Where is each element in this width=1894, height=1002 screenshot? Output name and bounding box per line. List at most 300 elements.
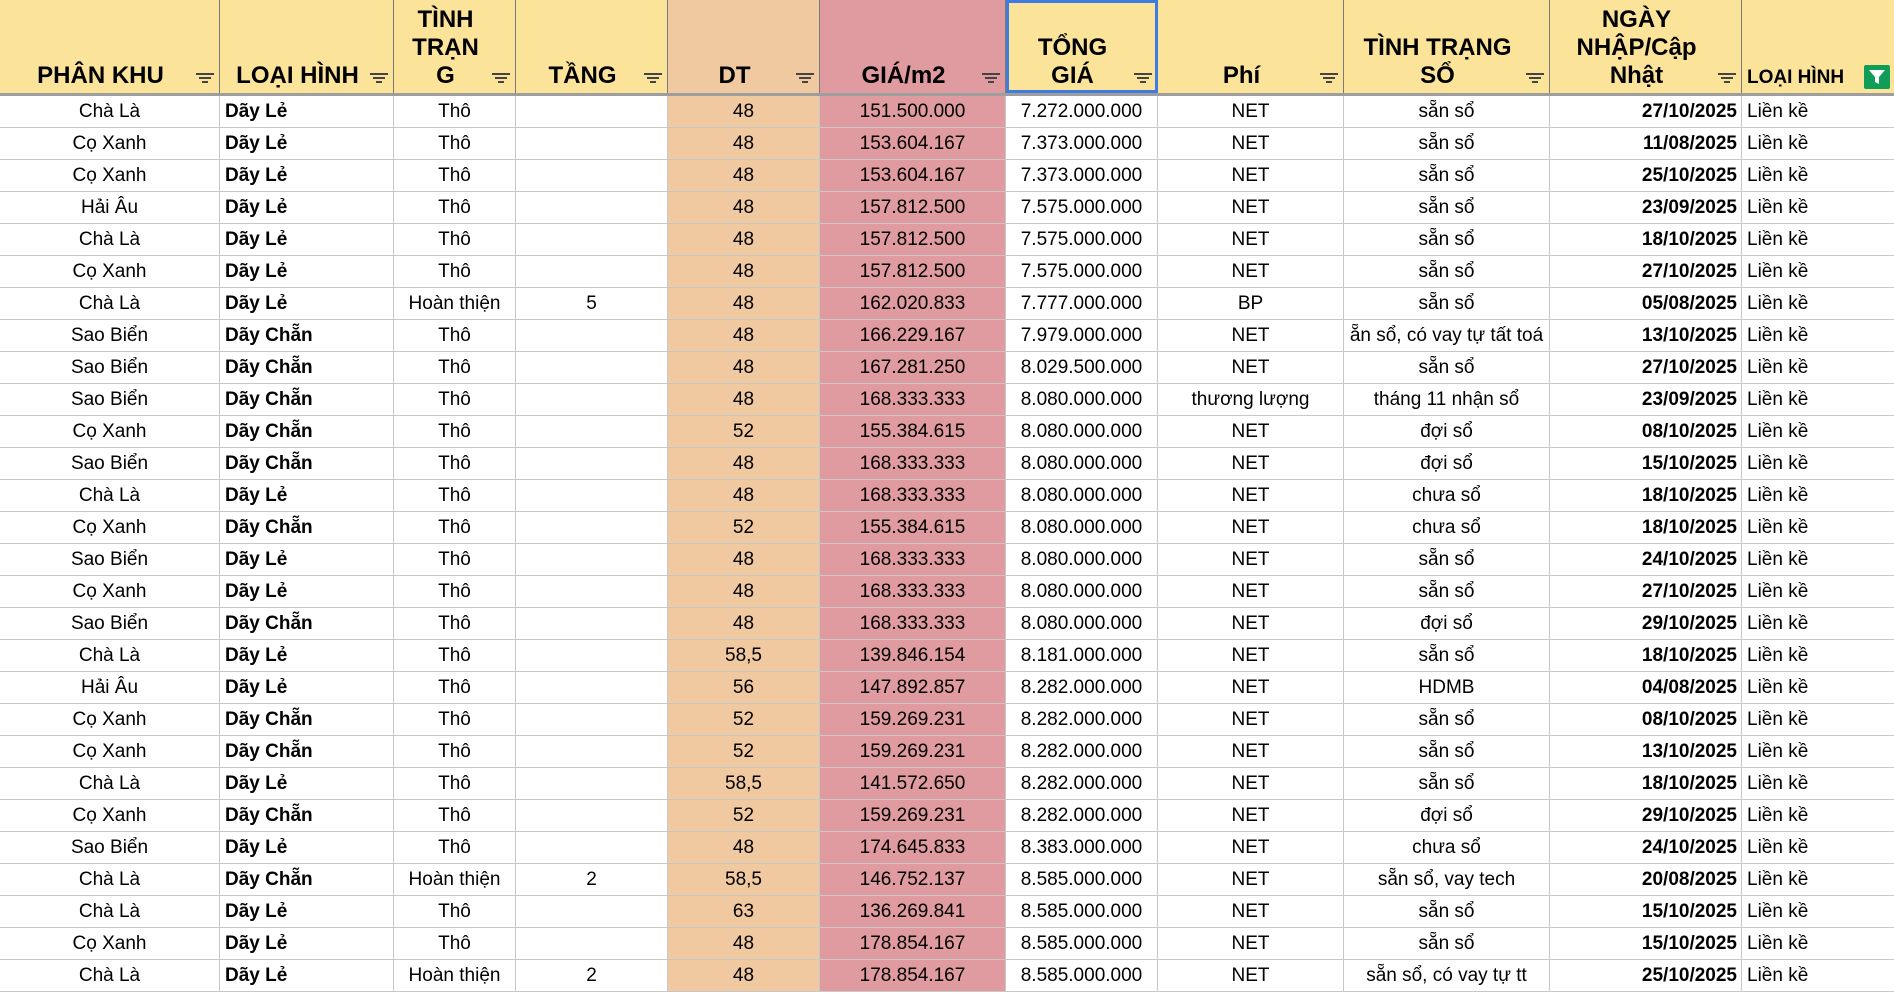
cell-col-dt[interactable]: 52 bbox=[668, 416, 820, 447]
cell-col-ngay-nhap[interactable]: 23/09/2025 bbox=[1550, 192, 1742, 223]
cell-col-ngay-nhap[interactable]: 18/10/2025 bbox=[1550, 512, 1742, 543]
cell-col-ngay-nhap[interactable]: 05/08/2025 bbox=[1550, 288, 1742, 319]
cell-col-tinh-trang-so[interactable]: đợi sổ bbox=[1344, 448, 1550, 479]
cell-col-loai-hinh[interactable]: Dãy Lẻ bbox=[220, 224, 394, 255]
cell-col-dt[interactable]: 48 bbox=[668, 224, 820, 255]
cell-col-tang[interactable] bbox=[516, 192, 668, 223]
cell-col-phi[interactable]: NET bbox=[1158, 96, 1344, 127]
header-col-phi[interactable] bbox=[1158, 0, 1344, 93]
cell-col-phan-khu[interactable]: Cọ Xanh bbox=[0, 736, 220, 767]
cell-col-gia-m2[interactable]: 159.269.231 bbox=[820, 800, 1006, 831]
cell-col-tang[interactable] bbox=[516, 416, 668, 447]
cell-col-dt[interactable]: 48 bbox=[668, 960, 820, 991]
cell-col-gia-m2[interactable]: 159.269.231 bbox=[820, 704, 1006, 735]
cell-col-tong-gia[interactable]: 8.282.000.000 bbox=[1006, 704, 1158, 735]
cell-col-tinh-trang-so[interactable]: sẵn sổ, có vay tự tt bbox=[1344, 960, 1550, 991]
cell-col-tong-gia[interactable]: 8.585.000.000 bbox=[1006, 928, 1158, 959]
cell-col-phan-khu[interactable]: Cọ Xanh bbox=[0, 800, 220, 831]
cell-col-tong-gia[interactable]: 8.080.000.000 bbox=[1006, 512, 1158, 543]
cell-col-gia-m2[interactable]: 168.333.333 bbox=[820, 608, 1006, 639]
cell-col-loai-hinh[interactable]: Dãy Chẵn bbox=[220, 800, 394, 831]
cell-col-gia-m2[interactable]: 168.333.333 bbox=[820, 384, 1006, 415]
cell-col-tang[interactable]: 2 bbox=[516, 864, 668, 895]
filter-icon[interactable] bbox=[795, 71, 815, 85]
cell-col-tinh-trang-so[interactable]: sẵn sổ bbox=[1344, 160, 1550, 191]
cell-col-tang[interactable] bbox=[516, 512, 668, 543]
cell-col-tong-gia[interactable]: 7.575.000.000 bbox=[1006, 224, 1158, 255]
cell-col-tang[interactable] bbox=[516, 320, 668, 351]
cell-col-loai-hinh[interactable]: Dãy Chẵn bbox=[220, 320, 394, 351]
cell-col-tinh-trang[interactable]: Thô bbox=[394, 256, 516, 287]
cell-col-tong-gia[interactable]: 8.080.000.000 bbox=[1006, 448, 1158, 479]
cell-col-phan-khu[interactable]: Sao Biển bbox=[0, 544, 220, 575]
cell-col-gia-m2[interactable]: 157.812.500 bbox=[820, 192, 1006, 223]
cell-col-loai-hinh-2[interactable]: Liền kề bbox=[1747, 581, 1809, 602]
cell-col-tinh-trang[interactable]: Thô bbox=[394, 480, 516, 511]
cell-col-tinh-trang[interactable]: Thô bbox=[394, 96, 516, 127]
cell-col-tang[interactable] bbox=[516, 608, 668, 639]
cell-col-loai-hinh[interactable]: Dãy Lẻ bbox=[220, 672, 394, 703]
cell-col-dt[interactable]: 48 bbox=[668, 256, 820, 287]
cell-col-tinh-trang-so[interactable]: sẵn sổ bbox=[1344, 768, 1550, 799]
cell-col-tong-gia[interactable]: 8.080.000.000 bbox=[1006, 608, 1158, 639]
cell-col-tang[interactable] bbox=[516, 736, 668, 767]
cell-col-phi[interactable]: NET bbox=[1158, 832, 1344, 863]
cell-col-dt[interactable]: 48 bbox=[668, 544, 820, 575]
cell-col-loai-hinh[interactable]: Dãy Lẻ bbox=[220, 832, 394, 863]
cell-col-phan-khu[interactable]: Chà Là bbox=[0, 768, 220, 799]
cell-col-tong-gia[interactable]: 7.979.000.000 bbox=[1006, 320, 1158, 351]
cell-col-phan-khu[interactable]: Sao Biển bbox=[0, 448, 220, 479]
cell-col-phi[interactable]: NET bbox=[1158, 928, 1344, 959]
header-col-gia-m2[interactable] bbox=[820, 0, 1006, 93]
cell-col-dt[interactable]: 48 bbox=[668, 480, 820, 511]
cell-col-dt[interactable]: 48 bbox=[668, 576, 820, 607]
cell-col-ngay-nhap[interactable]: 15/10/2025 bbox=[1550, 448, 1742, 479]
cell-col-tinh-trang[interactable]: Thô bbox=[394, 704, 516, 735]
cell-col-ngay-nhap[interactable]: 13/10/2025 bbox=[1550, 736, 1742, 767]
cell-col-phan-khu[interactable]: Chà Là bbox=[0, 224, 220, 255]
cell-col-loai-hinh-2[interactable]: Liền kề bbox=[1747, 229, 1809, 250]
cell-col-phan-khu[interactable]: Sao Biển bbox=[0, 384, 220, 415]
cell-col-loai-hinh[interactable]: Dãy Chẵn bbox=[220, 704, 394, 735]
cell-col-ngay-nhap[interactable]: 11/08/2025 bbox=[1550, 128, 1742, 159]
cell-col-phan-khu[interactable]: Sao Biển bbox=[0, 320, 220, 351]
cell-col-tinh-trang[interactable]: Hoàn thiện bbox=[394, 288, 516, 319]
cell-col-phi[interactable]: NET bbox=[1158, 864, 1344, 895]
cell-col-tong-gia[interactable]: 8.029.500.000 bbox=[1006, 352, 1158, 383]
cell-col-phan-khu[interactable]: Cọ Xanh bbox=[0, 256, 220, 287]
cell-col-phan-khu[interactable]: Sao Biển bbox=[0, 352, 220, 383]
cell-col-gia-m2[interactable]: 162.020.833 bbox=[820, 288, 1006, 319]
cell-col-ngay-nhap[interactable]: 18/10/2025 bbox=[1550, 480, 1742, 511]
cell-col-gia-m2[interactable]: 151.500.000 bbox=[820, 96, 1006, 127]
cell-col-tinh-trang[interactable]: Thô bbox=[394, 736, 516, 767]
cell-col-gia-m2[interactable]: 141.572.650 bbox=[820, 768, 1006, 799]
cell-col-loai-hinh[interactable]: Dãy Lẻ bbox=[220, 160, 394, 191]
cell-col-dt[interactable]: 48 bbox=[668, 928, 820, 959]
cell-col-tinh-trang-so[interactable]: sẵn sổ bbox=[1344, 896, 1550, 927]
cell-col-tong-gia[interactable]: 7.777.000.000 bbox=[1006, 288, 1158, 319]
cell-col-loai-hinh-2[interactable]: Liền kề bbox=[1747, 613, 1809, 634]
cell-col-gia-m2[interactable]: 178.854.167 bbox=[820, 960, 1006, 991]
cell-col-loai-hinh-2[interactable]: Liền kề bbox=[1747, 357, 1809, 378]
cell-col-loai-hinh[interactable]: Dãy Chẵn bbox=[220, 448, 394, 479]
cell-col-dt[interactable]: 48 bbox=[668, 448, 820, 479]
cell-col-tinh-trang-so[interactable]: chưa sổ bbox=[1344, 480, 1550, 511]
cell-col-phan-khu[interactable]: Hải Âu bbox=[0, 192, 220, 223]
cell-col-loai-hinh[interactable]: Dãy Lẻ bbox=[220, 928, 394, 959]
cell-col-tong-gia[interactable]: 8.282.000.000 bbox=[1006, 736, 1158, 767]
cell-col-tang[interactable] bbox=[516, 640, 668, 671]
cell-col-tinh-trang[interactable]: Hoàn thiện bbox=[394, 960, 516, 991]
cell-col-dt[interactable]: 48 bbox=[668, 288, 820, 319]
cell-col-tong-gia[interactable]: 7.272.000.000 bbox=[1006, 96, 1158, 127]
cell-col-gia-m2[interactable]: 155.384.615 bbox=[820, 512, 1006, 543]
cell-col-tong-gia[interactable]: 8.585.000.000 bbox=[1006, 960, 1158, 991]
cell-col-loai-hinh-2[interactable]: Liền kề bbox=[1747, 773, 1809, 794]
cell-col-tong-gia[interactable]: 7.373.000.000 bbox=[1006, 160, 1158, 191]
cell-col-phan-khu[interactable]: Chà Là bbox=[0, 480, 220, 511]
cell-col-ngay-nhap[interactable]: 18/10/2025 bbox=[1550, 224, 1742, 255]
cell-col-tang[interactable] bbox=[516, 448, 668, 479]
header-col-phan-khu[interactable] bbox=[0, 0, 220, 93]
cell-col-loai-hinh-2[interactable]: Liền kề bbox=[1747, 389, 1809, 410]
cell-col-dt[interactable]: 48 bbox=[668, 192, 820, 223]
cell-col-gia-m2[interactable]: 157.812.500 bbox=[820, 224, 1006, 255]
cell-col-tinh-trang-so[interactable]: tháng 11 nhận sổ bbox=[1344, 384, 1550, 415]
cell-col-tinh-trang-so[interactable]: sẵn sổ bbox=[1344, 640, 1550, 671]
cell-col-tinh-trang[interactable]: Thô bbox=[394, 512, 516, 543]
cell-col-dt[interactable]: 48 bbox=[668, 320, 820, 351]
cell-col-gia-m2[interactable]: 166.229.167 bbox=[820, 320, 1006, 351]
cell-col-tinh-trang-so[interactable]: sẵn sổ bbox=[1344, 352, 1550, 383]
cell-col-loai-hinh-2[interactable]: Liền kề bbox=[1747, 133, 1809, 154]
cell-col-gia-m2[interactable]: 174.645.833 bbox=[820, 832, 1006, 863]
cell-col-loai-hinh-2[interactable]: Liền kề bbox=[1747, 421, 1809, 442]
cell-col-tang[interactable] bbox=[516, 544, 668, 575]
filter-icon[interactable] bbox=[643, 71, 663, 85]
filter-icon[interactable] bbox=[491, 71, 511, 85]
cell-col-tinh-trang[interactable]: Thô bbox=[394, 896, 516, 927]
cell-col-tong-gia[interactable]: 8.585.000.000 bbox=[1006, 896, 1158, 927]
cell-col-tong-gia[interactable]: 7.575.000.000 bbox=[1006, 256, 1158, 287]
cell-col-ngay-nhap[interactable]: 27/10/2025 bbox=[1550, 96, 1742, 127]
cell-col-ngay-nhap[interactable]: 13/10/2025 bbox=[1550, 320, 1742, 351]
cell-col-loai-hinh[interactable]: Dãy Chẵn bbox=[220, 864, 394, 895]
cell-col-phi[interactable]: thương lượng bbox=[1158, 384, 1344, 415]
cell-col-tinh-trang-so[interactable]: sẵn sổ bbox=[1344, 928, 1550, 959]
cell-col-phan-khu[interactable]: Cọ Xanh bbox=[0, 928, 220, 959]
cell-col-loai-hinh[interactable]: Dãy Lẻ bbox=[220, 576, 394, 607]
cell-col-gia-m2[interactable]: 168.333.333 bbox=[820, 480, 1006, 511]
cell-col-tinh-trang[interactable]: Thô bbox=[394, 416, 516, 447]
cell-col-ngay-nhap[interactable]: 15/10/2025 bbox=[1550, 928, 1742, 959]
cell-col-ngay-nhap[interactable]: 27/10/2025 bbox=[1550, 576, 1742, 607]
cell-col-tinh-trang-so[interactable]: sẵn sổ bbox=[1344, 128, 1550, 159]
cell-col-gia-m2[interactable]: 168.333.333 bbox=[820, 576, 1006, 607]
cell-col-phi[interactable]: NET bbox=[1158, 896, 1344, 927]
cell-col-tang[interactable] bbox=[516, 128, 668, 159]
cell-col-gia-m2[interactable]: 146.752.137 bbox=[820, 864, 1006, 895]
cell-col-tinh-trang[interactable]: Thô bbox=[394, 384, 516, 415]
cell-col-tang[interactable]: 5 bbox=[516, 288, 668, 319]
cell-col-loai-hinh-2[interactable]: Liền kề bbox=[1747, 933, 1809, 954]
cell-col-loai-hinh[interactable]: Dãy Chẵn bbox=[220, 512, 394, 543]
cell-col-phan-khu[interactable]: Chà Là bbox=[0, 640, 220, 671]
cell-col-phi[interactable]: NET bbox=[1158, 352, 1344, 383]
cell-col-tang[interactable] bbox=[516, 832, 668, 863]
cell-col-tinh-trang[interactable]: Thô bbox=[394, 832, 516, 863]
cell-col-loai-hinh[interactable]: Dãy Lẻ bbox=[220, 480, 394, 511]
cell-col-tinh-trang[interactable]: Thô bbox=[394, 608, 516, 639]
cell-col-dt[interactable]: 48 bbox=[668, 608, 820, 639]
cell-col-tang[interactable] bbox=[516, 928, 668, 959]
cell-col-tinh-trang[interactable]: Thô bbox=[394, 544, 516, 575]
cell-col-loai-hinh-2[interactable]: Liền kề bbox=[1747, 645, 1809, 666]
filter-icon[interactable] bbox=[195, 71, 215, 85]
cell-col-tong-gia[interactable]: 8.080.000.000 bbox=[1006, 416, 1158, 447]
cell-col-loai-hinh-2[interactable]: Liền kề bbox=[1747, 485, 1809, 506]
header-col-ngay-nhap[interactable] bbox=[1550, 0, 1742, 93]
cell-col-tinh-trang[interactable]: Thô bbox=[394, 928, 516, 959]
cell-col-ngay-nhap[interactable]: 23/09/2025 bbox=[1550, 384, 1742, 415]
cell-col-dt[interactable]: 52 bbox=[668, 704, 820, 735]
cell-col-tang[interactable] bbox=[516, 704, 668, 735]
cell-col-tinh-trang[interactable]: Thô bbox=[394, 672, 516, 703]
cell-col-ngay-nhap[interactable]: 27/10/2025 bbox=[1550, 256, 1742, 287]
cell-col-phi[interactable]: NET bbox=[1158, 960, 1344, 991]
cell-col-loai-hinh-2[interactable]: Liền kề bbox=[1747, 293, 1809, 314]
cell-col-phi[interactable]: NET bbox=[1158, 192, 1344, 223]
cell-col-loai-hinh[interactable]: Dãy Lẻ bbox=[220, 768, 394, 799]
cell-col-phi[interactable]: NET bbox=[1158, 768, 1344, 799]
cell-col-ngay-nhap[interactable]: 29/10/2025 bbox=[1550, 608, 1742, 639]
cell-col-loai-hinh-2[interactable]: Liền kề bbox=[1747, 805, 1809, 826]
cell-col-loai-hinh-2[interactable]: Liền kề bbox=[1747, 677, 1809, 698]
cell-col-phi[interactable]: NET bbox=[1158, 416, 1344, 447]
cell-col-tang[interactable] bbox=[516, 96, 668, 127]
cell-col-loai-hinh[interactable]: Dãy Lẻ bbox=[220, 640, 394, 671]
cell-col-tong-gia[interactable]: 8.080.000.000 bbox=[1006, 384, 1158, 415]
cell-col-gia-m2[interactable]: 136.269.841 bbox=[820, 896, 1006, 927]
cell-col-phi[interactable]: NET bbox=[1158, 640, 1344, 671]
cell-col-tinh-trang[interactable]: Hoàn thiện bbox=[394, 864, 516, 895]
cell-col-loai-hinh[interactable]: Dãy Chẵn bbox=[220, 416, 394, 447]
cell-col-tong-gia[interactable]: 8.080.000.000 bbox=[1006, 576, 1158, 607]
cell-col-tong-gia[interactable]: 8.282.000.000 bbox=[1006, 768, 1158, 799]
cell-col-tong-gia[interactable]: 8.282.000.000 bbox=[1006, 672, 1158, 703]
cell-col-tinh-trang-so[interactable]: sẵn sổ bbox=[1344, 576, 1550, 607]
cell-col-loai-hinh-2[interactable]: Liền kề bbox=[1747, 101, 1809, 122]
cell-col-tinh-trang-so[interactable]: HDMB bbox=[1344, 672, 1550, 703]
cell-col-phi[interactable]: NET bbox=[1158, 512, 1344, 543]
cell-col-gia-m2[interactable]: 168.333.333 bbox=[820, 544, 1006, 575]
cell-col-tinh-trang[interactable]: Thô bbox=[394, 320, 516, 351]
cell-col-loai-hinh[interactable]: Dãy Chẵn bbox=[220, 384, 394, 415]
cell-col-tinh-trang-so[interactable]: sẵn sổ bbox=[1344, 288, 1550, 319]
cell-col-ngay-nhap[interactable]: 25/10/2025 bbox=[1550, 160, 1742, 191]
cell-col-tang[interactable] bbox=[516, 224, 668, 255]
cell-col-phi[interactable]: NET bbox=[1158, 480, 1344, 511]
cell-col-loai-hinh-2[interactable]: Liền kề bbox=[1747, 197, 1809, 218]
cell-col-tinh-trang-so[interactable]: sẵn sổ bbox=[1344, 736, 1550, 767]
cell-col-tang[interactable] bbox=[516, 256, 668, 287]
cell-col-dt[interactable]: 58,5 bbox=[668, 640, 820, 671]
cell-col-tang[interactable]: 2 bbox=[516, 960, 668, 991]
cell-col-phi[interactable]: NET bbox=[1158, 736, 1344, 767]
cell-col-tinh-trang-so[interactable]: sẵn sổ bbox=[1344, 544, 1550, 575]
cell-col-ngay-nhap[interactable]: 29/10/2025 bbox=[1550, 800, 1742, 831]
cell-col-phan-khu[interactable]: Cọ Xanh bbox=[0, 416, 220, 447]
cell-col-loai-hinh[interactable]: Dãy Lẻ bbox=[220, 128, 394, 159]
cell-col-tinh-trang-so[interactable]: sẵn sổ, vay tech bbox=[1344, 864, 1550, 895]
cell-col-tong-gia[interactable]: 8.080.000.000 bbox=[1006, 544, 1158, 575]
cell-col-tinh-trang-so[interactable]: đợi sổ bbox=[1344, 608, 1550, 639]
cell-col-tinh-trang[interactable]: Thô bbox=[394, 160, 516, 191]
cell-col-ngay-nhap[interactable]: 15/10/2025 bbox=[1550, 896, 1742, 927]
cell-col-phan-khu[interactable]: Cọ Xanh bbox=[0, 512, 220, 543]
cell-col-phan-khu[interactable]: Cọ Xanh bbox=[0, 128, 220, 159]
cell-col-tinh-trang-so[interactable]: đợi sổ bbox=[1344, 416, 1550, 447]
cell-col-tinh-trang[interactable]: Thô bbox=[394, 352, 516, 383]
cell-col-gia-m2[interactable]: 159.269.231 bbox=[820, 736, 1006, 767]
cell-col-tang[interactable] bbox=[516, 352, 668, 383]
cell-col-loai-hinh-2[interactable]: Liền kề bbox=[1747, 517, 1809, 538]
cell-col-dt[interactable]: 52 bbox=[668, 800, 820, 831]
cell-col-tong-gia[interactable]: 7.575.000.000 bbox=[1006, 192, 1158, 223]
cell-col-loai-hinh-2[interactable]: Liền kề bbox=[1747, 837, 1809, 858]
cell-col-phi[interactable]: NET bbox=[1158, 160, 1344, 191]
cell-col-tang[interactable] bbox=[516, 480, 668, 511]
cell-col-tinh-trang-so[interactable]: sẵn sổ bbox=[1344, 256, 1550, 287]
cell-col-tinh-trang[interactable]: Thô bbox=[394, 448, 516, 479]
header-col-tinh-trang-so[interactable] bbox=[1344, 0, 1550, 93]
cell-col-tinh-trang-so[interactable]: đợi sổ bbox=[1344, 800, 1550, 831]
cell-col-loai-hinh[interactable]: Dãy Lẻ bbox=[220, 96, 394, 127]
cell-col-dt[interactable]: 48 bbox=[668, 160, 820, 191]
header-col-tinh-trang[interactable] bbox=[394, 0, 516, 93]
cell-col-loai-hinh[interactable]: Dãy Lẻ bbox=[220, 288, 394, 319]
cell-col-gia-m2[interactable]: 178.854.167 bbox=[820, 928, 1006, 959]
filter-icon[interactable] bbox=[1717, 71, 1737, 85]
filter-icon[interactable] bbox=[1133, 71, 1153, 85]
cell-col-tang[interactable] bbox=[516, 160, 668, 191]
cell-col-gia-m2[interactable]: 153.604.167 bbox=[820, 128, 1006, 159]
cell-col-dt[interactable]: 63 bbox=[668, 896, 820, 927]
cell-col-dt[interactable]: 58,5 bbox=[668, 768, 820, 799]
cell-col-gia-m2[interactable]: 157.812.500 bbox=[820, 256, 1006, 287]
cell-col-gia-m2[interactable]: 168.333.333 bbox=[820, 448, 1006, 479]
filter-icon[interactable] bbox=[1525, 71, 1545, 85]
cell-col-loai-hinh[interactable]: Dãy Lẻ bbox=[220, 544, 394, 575]
cell-col-loai-hinh[interactable]: Dãy Chẵn bbox=[220, 352, 394, 383]
cell-col-loai-hinh-2[interactable]: Liền kề bbox=[1747, 741, 1809, 762]
cell-col-ngay-nhap[interactable]: 04/08/2025 bbox=[1550, 672, 1742, 703]
cell-col-loai-hinh-2[interactable]: Liền kề bbox=[1747, 869, 1809, 890]
cell-col-tinh-trang-so[interactable]: ẵn sổ, có vay tự tất toá bbox=[1344, 320, 1550, 351]
cell-col-tinh-trang[interactable]: Thô bbox=[394, 640, 516, 671]
cell-col-loai-hinh-2[interactable]: Liền kề bbox=[1747, 453, 1809, 474]
cell-col-phan-khu[interactable]: Chà Là bbox=[0, 896, 220, 927]
cell-col-tinh-trang-so[interactable]: sẵn sổ bbox=[1344, 96, 1550, 127]
cell-col-gia-m2[interactable]: 147.892.857 bbox=[820, 672, 1006, 703]
cell-col-loai-hinh-2[interactable]: Liền kề bbox=[1747, 165, 1809, 186]
cell-col-phan-khu[interactable]: Chà Là bbox=[0, 864, 220, 895]
cell-col-tong-gia[interactable]: 8.282.000.000 bbox=[1006, 800, 1158, 831]
cell-col-dt[interactable]: 58,5 bbox=[668, 864, 820, 895]
cell-col-phan-khu[interactable]: Cọ Xanh bbox=[0, 160, 220, 191]
cell-col-tinh-trang[interactable]: Thô bbox=[394, 192, 516, 223]
cell-col-tinh-trang[interactable]: Thô bbox=[394, 576, 516, 607]
cell-col-phi[interactable]: NET bbox=[1158, 704, 1344, 735]
cell-col-tang[interactable] bbox=[516, 576, 668, 607]
cell-col-ngay-nhap[interactable]: 24/10/2025 bbox=[1550, 544, 1742, 575]
cell-col-tong-gia[interactable]: 8.383.000.000 bbox=[1006, 832, 1158, 863]
cell-col-loai-hinh[interactable]: Dãy Lẻ bbox=[220, 896, 394, 927]
cell-col-phan-khu[interactable]: Hải Âu bbox=[0, 672, 220, 703]
cell-col-tong-gia[interactable]: 8.080.000.000 bbox=[1006, 480, 1158, 511]
header-col-loai-hinh[interactable] bbox=[220, 0, 394, 93]
cell-col-gia-m2[interactable]: 139.846.154 bbox=[820, 640, 1006, 671]
cell-col-phan-khu[interactable]: Cọ Xanh bbox=[0, 704, 220, 735]
cell-col-tinh-trang[interactable]: Thô bbox=[394, 800, 516, 831]
cell-col-loai-hinh[interactable]: Dãy Lẻ bbox=[220, 192, 394, 223]
cell-col-dt[interactable]: 48 bbox=[668, 128, 820, 159]
cell-col-tong-gia[interactable]: 8.181.000.000 bbox=[1006, 640, 1158, 671]
cell-col-phan-khu[interactable]: Sao Biển bbox=[0, 608, 220, 639]
cell-col-phi[interactable]: NET bbox=[1158, 320, 1344, 351]
cell-col-loai-hinh[interactable]: Dãy Lẻ bbox=[220, 960, 394, 991]
cell-col-gia-m2[interactable]: 153.604.167 bbox=[820, 160, 1006, 191]
header-col-dt[interactable] bbox=[668, 0, 820, 93]
cell-col-phi[interactable]: NET bbox=[1158, 800, 1344, 831]
cell-col-tinh-trang[interactable]: Thô bbox=[394, 128, 516, 159]
filter-icon[interactable] bbox=[981, 71, 1001, 85]
cell-col-ngay-nhap[interactable]: 18/10/2025 bbox=[1550, 768, 1742, 799]
cell-col-tong-gia[interactable]: 7.373.000.000 bbox=[1006, 128, 1158, 159]
cell-col-tang[interactable] bbox=[516, 384, 668, 415]
cell-col-ngay-nhap[interactable]: 18/10/2025 bbox=[1550, 640, 1742, 671]
header-col-tong-gia[interactable] bbox=[1006, 0, 1158, 93]
cell-col-dt[interactable]: 48 bbox=[668, 96, 820, 127]
cell-col-tinh-trang[interactable]: Thô bbox=[394, 768, 516, 799]
cell-col-phi[interactable]: NET bbox=[1158, 544, 1344, 575]
cell-col-tinh-trang-so[interactable]: sẵn sổ bbox=[1344, 192, 1550, 223]
header-col-tang[interactable] bbox=[516, 0, 668, 93]
cell-col-tinh-trang-so[interactable]: chưa sổ bbox=[1344, 832, 1550, 863]
cell-col-ngay-nhap[interactable]: 20/08/2025 bbox=[1550, 864, 1742, 895]
cell-col-loai-hinh[interactable]: Dãy Chẵn bbox=[220, 608, 394, 639]
cell-col-gia-m2[interactable]: 167.281.250 bbox=[820, 352, 1006, 383]
cell-col-loai-hinh[interactable]: Dãy Lẻ bbox=[220, 256, 394, 287]
cell-col-ngay-nhap[interactable]: 24/10/2025 bbox=[1550, 832, 1742, 863]
cell-col-phi[interactable]: NET bbox=[1158, 608, 1344, 639]
cell-col-tang[interactable] bbox=[516, 768, 668, 799]
cell-col-gia-m2[interactable]: 155.384.615 bbox=[820, 416, 1006, 447]
cell-col-loai-hinh-2[interactable]: Liền kề bbox=[1747, 709, 1809, 730]
cell-col-loai-hinh-2[interactable]: Liền kề bbox=[1747, 261, 1809, 282]
cell-col-phi[interactable]: NET bbox=[1158, 672, 1344, 703]
cell-col-phan-khu[interactable]: Chà Là bbox=[0, 288, 220, 319]
cell-col-phi[interactable]: NET bbox=[1158, 576, 1344, 607]
cell-col-phi[interactable]: BP bbox=[1158, 288, 1344, 319]
cell-col-phi[interactable]: NET bbox=[1158, 448, 1344, 479]
cell-col-ngay-nhap[interactable]: 08/10/2025 bbox=[1550, 704, 1742, 735]
cell-col-dt[interactable]: 52 bbox=[668, 736, 820, 767]
cell-col-phan-khu[interactable]: Sao Biển bbox=[0, 832, 220, 863]
header-col-loai-hinh-2[interactable] bbox=[1742, 0, 1894, 93]
